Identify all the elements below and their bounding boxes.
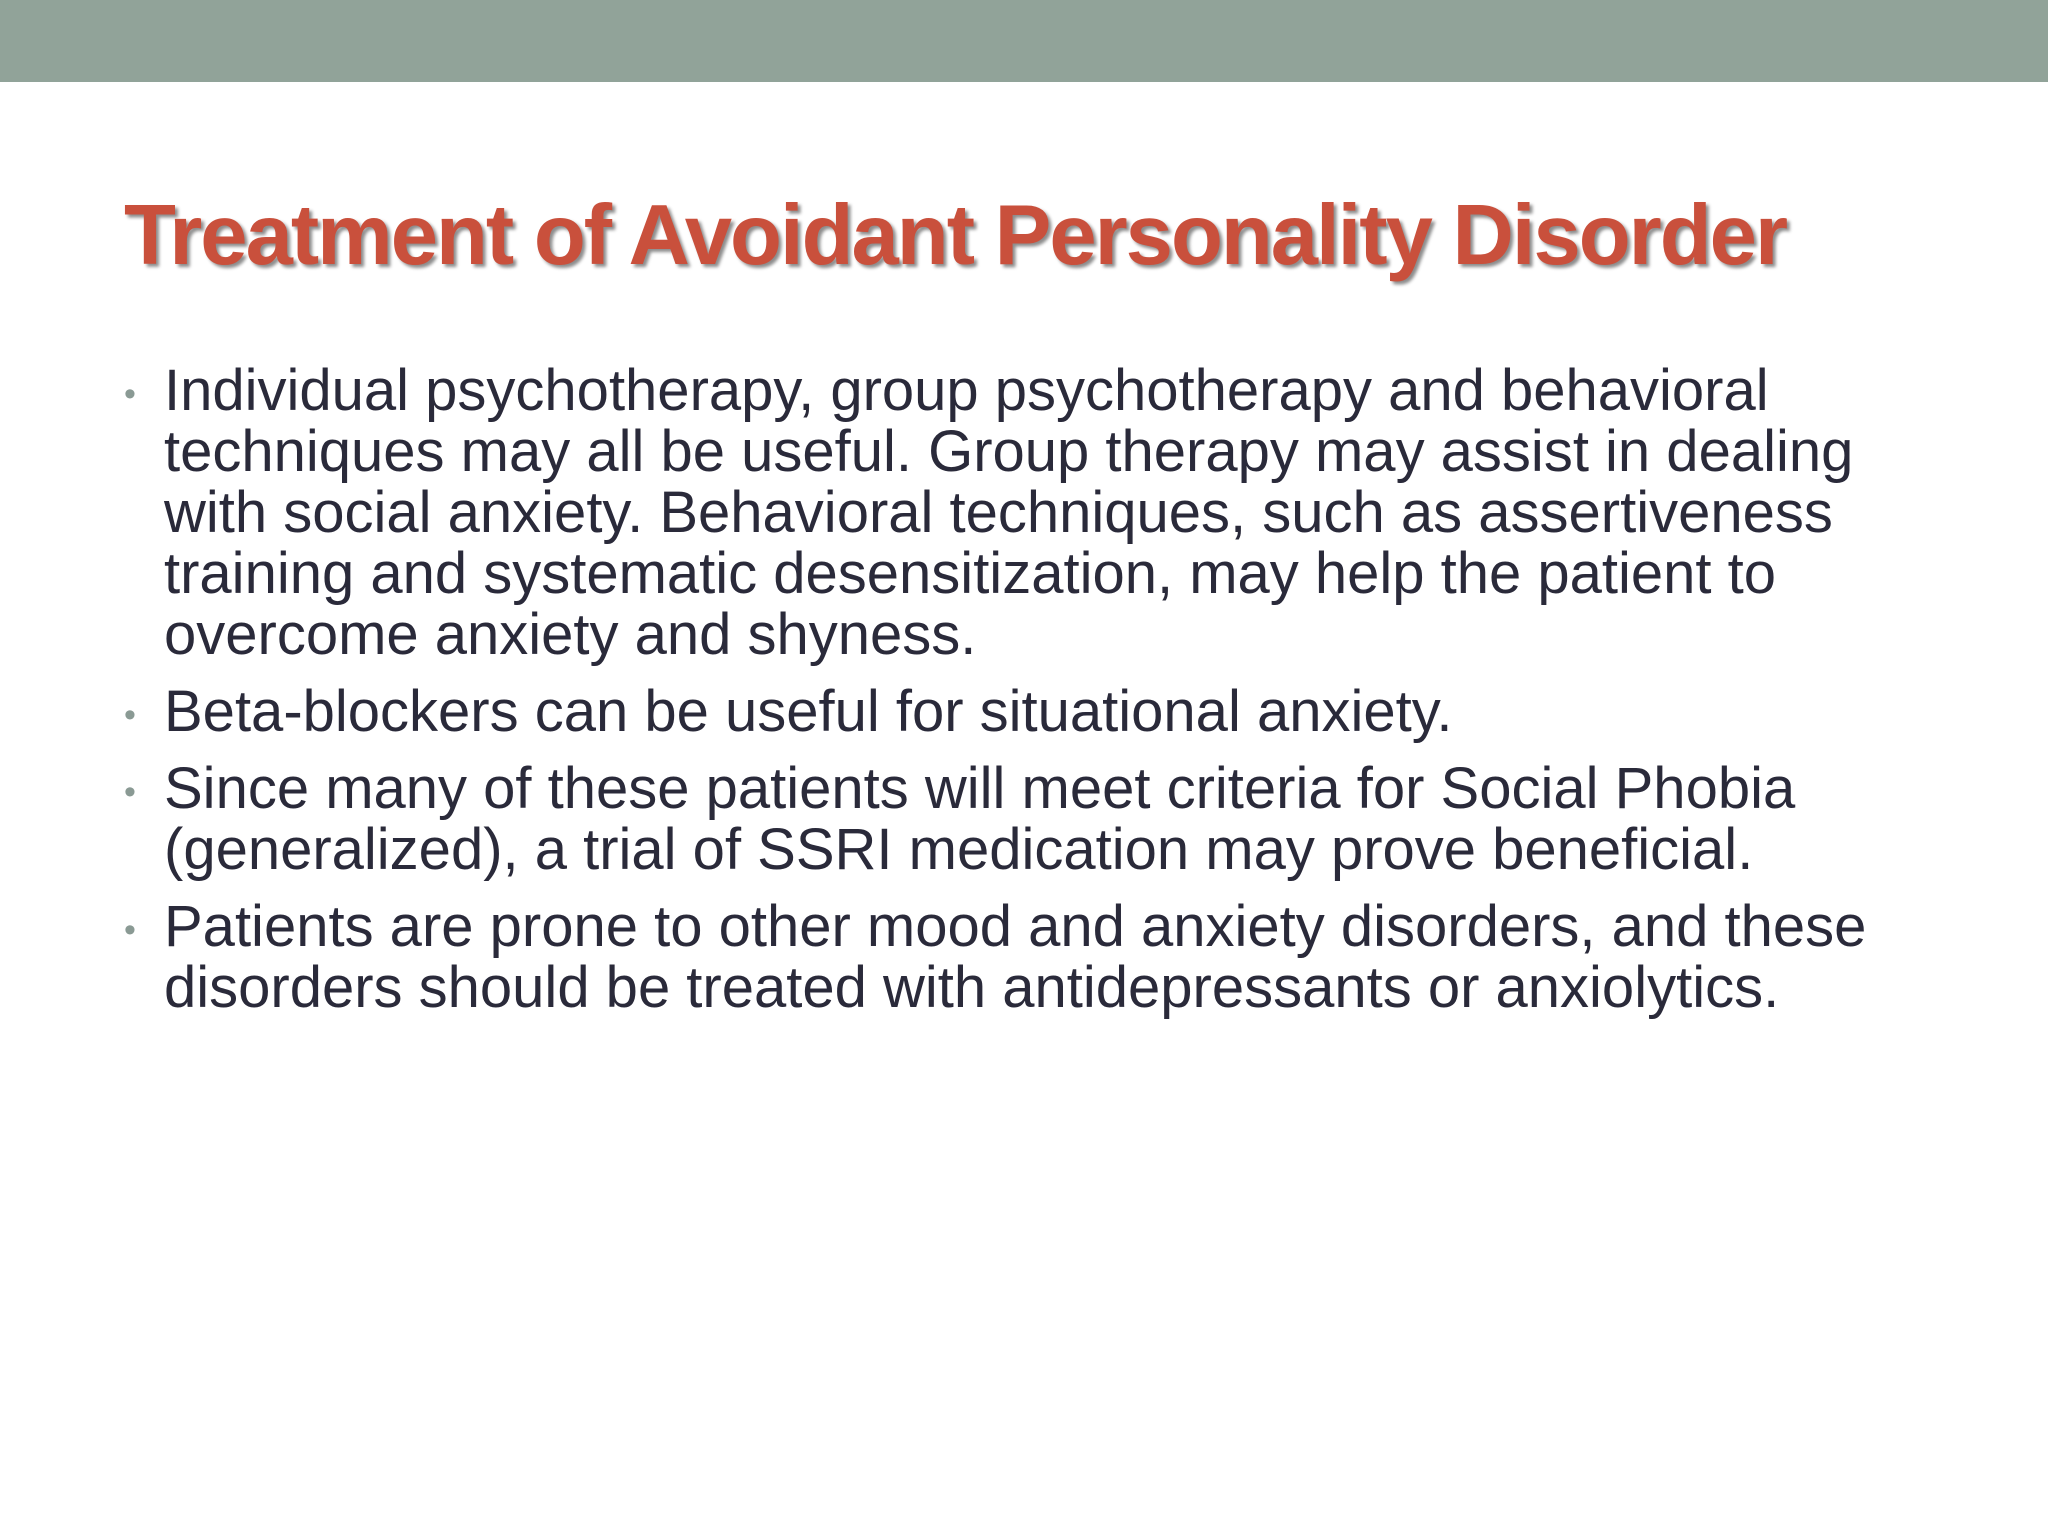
bullet-text: Since many of these patients will meet criteria for Social Phobia (generalized), a trial of SSRI medication may prove beneficial. [164,756,1796,882]
bullet-item-3 [124,758,1924,880]
bullet-item-2 [124,681,1924,742]
bullet-dot-icon: • [124,375,136,413]
bullet-item-4 [124,896,1924,1018]
bullet-list [124,360,1924,1034]
bullet-dot-icon: • [124,696,136,734]
bullet-text: Patients are prone to other mood and anxiety disorders, and these disorders should be treated with antidepressants or anxiolytics. [164,894,1867,1020]
bullet-item-1 [124,360,1924,665]
bullet-dot-icon: • [124,911,136,949]
bullet-text: Individual psychotherapy, group psychotherapy and behavioral techniques may all be useful. Group therapy may assist in dealing with social anxiety. Behavioral techniques, such as assertiveness training and systematic desensitization, may help the patient to overcome anxiety and shyness. [164,358,1854,667]
top-accent-band [0,0,2048,82]
slide-title: Treatment of Avoidant Personality Disorder [124,188,1787,283]
bullet-dot-icon: • [124,773,136,811]
bullet-text: Beta-blockers can be useful for situational anxiety. [164,679,1453,744]
